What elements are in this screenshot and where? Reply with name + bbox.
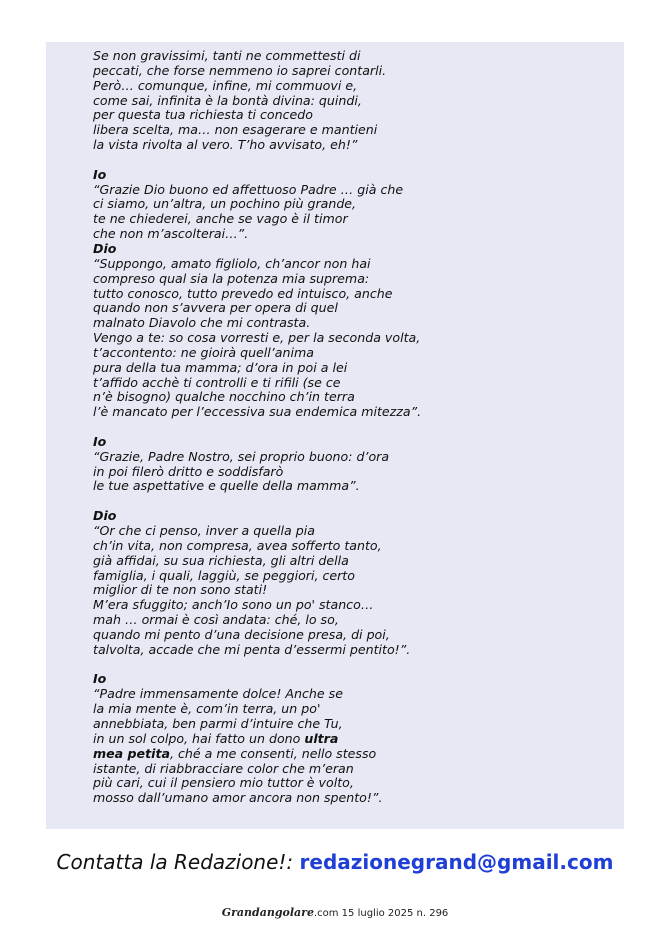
poem-line: quando mi pento d’una decisione presa, di poi, xyxy=(93,626,390,642)
emphasis-text: ultra xyxy=(304,730,339,746)
footer-date-issue: .com 15 luglio 2025 n. 296 xyxy=(313,908,449,919)
poem-line: n’è bisogno) qualche nocchino ch’in terra xyxy=(93,389,355,405)
poem-line: malnato Diavolo che mi contrasta. xyxy=(93,315,311,331)
stanza-break xyxy=(93,494,613,509)
speaker-label: Io xyxy=(93,671,107,687)
poem-line: miglior di te non sono stati! xyxy=(93,582,268,598)
stanza-break xyxy=(93,420,613,435)
poem-line: “Padre immensamente dolce! Anche se xyxy=(93,686,343,702)
speaker-label: Io xyxy=(93,166,107,182)
poem-line: la mia mente è, com’in terra, un po' xyxy=(93,701,321,717)
poem-line: ch’in vita, non compresa, avea sofferto tanto, xyxy=(93,537,382,553)
poem-line: quando non s’avvera per opera di quel xyxy=(93,300,338,316)
speaker-label: Dio xyxy=(93,240,117,256)
speaker-label: Dio xyxy=(93,508,117,524)
poem-line: M’era sfuggito; anch’Io sono un po' stanco… xyxy=(93,597,374,613)
poem-body xyxy=(93,49,613,806)
emphasis-text: mea petita xyxy=(93,745,170,761)
poem-line: t’accontento: ne gioirà quell’anima xyxy=(93,344,314,360)
poem-line: “Grazie, Padre Nostro, sei proprio buono: d’ora xyxy=(93,448,390,464)
poem-line: talvolta, accade che mi penta d’essermi pentito!”. xyxy=(93,641,411,657)
poem-line: già affidai, su sua richiesta, gli altri della xyxy=(93,552,349,568)
poem-line: istante, di riabbracciare color che m’eran xyxy=(93,760,354,776)
poem-line: ci siamo, un’altra, un pochino più grande, xyxy=(93,196,357,212)
poem-line: come sai, infinita è la bontà divina: quindi, xyxy=(93,92,362,108)
stanza-break xyxy=(93,153,613,168)
poem-line: t’affido acchè ti controlli e ti rifili (se ce xyxy=(93,374,341,390)
poem-line: per questa tua richiesta ti concedo xyxy=(93,107,313,123)
poem-line: Vengo a te: so cosa vorresti e, per la seconda volta, xyxy=(93,330,421,346)
poem-line: pura della tua mamma; d’ora in poi a lei xyxy=(93,359,348,375)
poem-line: “Grazie Dio buono ed affettuoso Padre … già che xyxy=(93,181,404,197)
poem-line: l’è mancato per l’eccessiva sua endemica mitezza”. xyxy=(93,404,422,420)
poem-line: peccati, che forse nemmeno io saprei contarli. xyxy=(93,62,387,78)
poem-line xyxy=(93,747,613,762)
poem-line: tutto conosco, tutto prevedo ed intuisco, anche xyxy=(93,285,393,301)
poem-line: te ne chiederei, anche se vago è il timor xyxy=(93,211,348,227)
poem-line: compreso qual sia la potenza mia suprema: xyxy=(93,270,370,286)
poem-line xyxy=(93,732,613,747)
poem-line: le tue aspettative e quelle della mamma”. xyxy=(93,478,360,494)
poem-line-text: in un sol colpo, hai fatto un dono xyxy=(93,730,305,746)
poem-line: la vista rivolta al vero. T’ho avvisato, eh!” xyxy=(93,137,358,153)
poem-line: “Or che ci penso, inver a quella pia xyxy=(93,523,315,538)
poem-line: Però… comunque, infine, mi commuovi e, xyxy=(93,77,358,93)
stanza-break xyxy=(93,658,613,673)
poem-line: che non m’ascolterai…”. xyxy=(93,226,249,242)
poem-line: in poi filerò dritto e soddisfarò xyxy=(93,463,284,479)
contact-email-link[interactable]: redazionegrand@gmail.com xyxy=(299,850,614,874)
poem-line: mosso dall’umano amor ancora non spento!”. xyxy=(93,790,383,806)
poem-line: più cari, cui il pensiero mio tuttor è volto, xyxy=(93,775,354,791)
poem-line: “Suppongo, amato figliolo, ch’ancor non hai xyxy=(93,255,371,271)
poem-line: libera scelta, ma… non esagerare e mantieni xyxy=(93,122,378,138)
speaker-label: Io xyxy=(93,433,107,449)
contact-line xyxy=(0,850,670,874)
contact-label: Contatta la Redazione!: xyxy=(56,850,300,874)
poem-line-text: , ché a me consenti, nello stesso xyxy=(169,745,377,761)
poem-line: mah … ormai è così andata: ché, lo so, xyxy=(93,612,339,628)
poem-line: famiglia, i quali, laggiù, se peggiori, certo xyxy=(93,567,355,583)
page-footer xyxy=(0,906,670,919)
footer-brand: Grandangolare xyxy=(221,906,314,919)
poem-line: Se non gravissimi, tanti ne commettesti di xyxy=(93,48,361,63)
poem-line: annebbiata, ben parmi d’intuire che Tu, xyxy=(93,715,343,731)
